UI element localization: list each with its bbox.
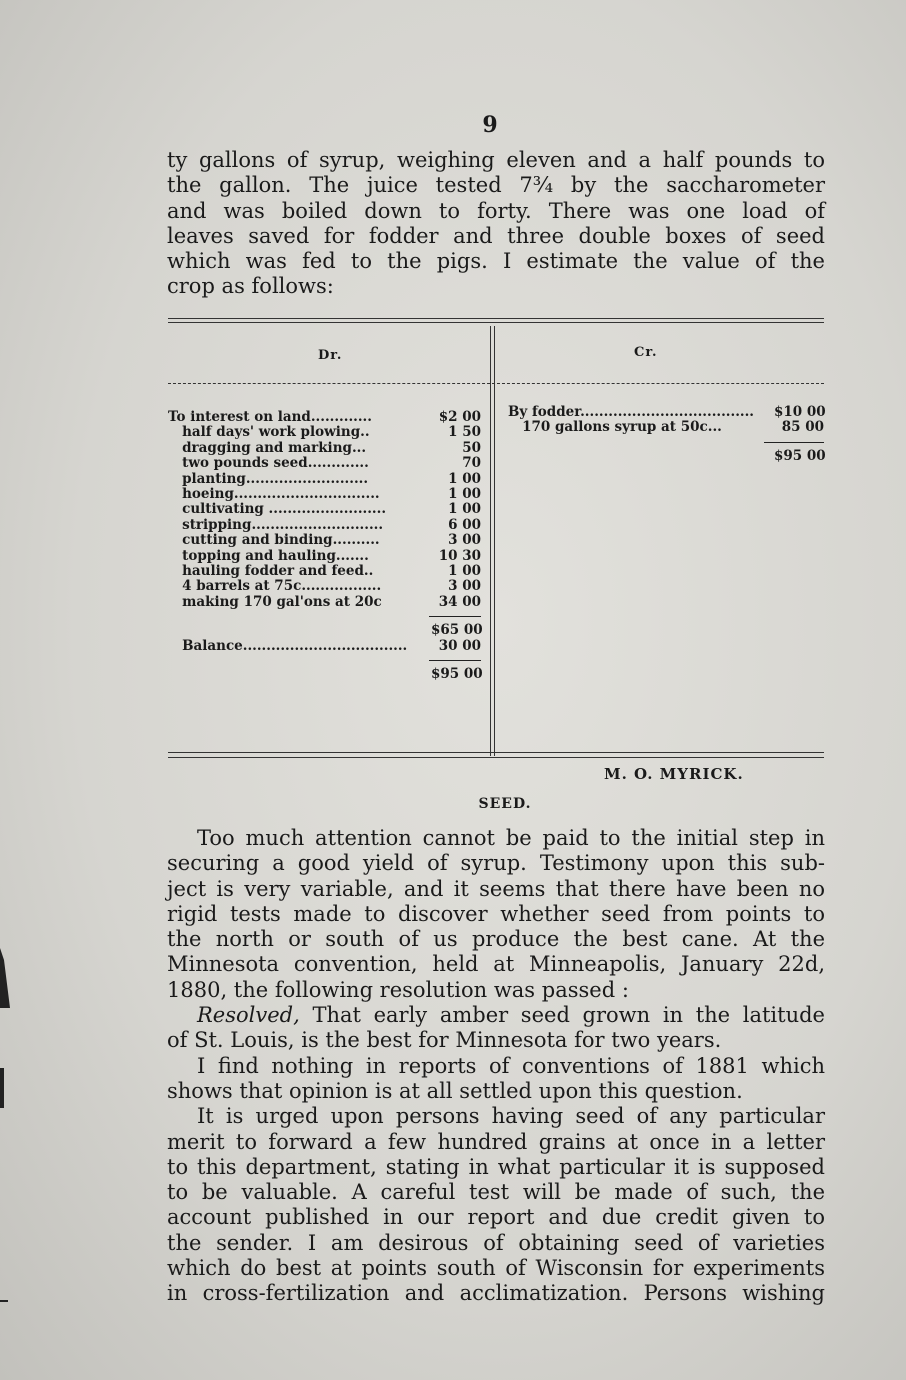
table-bottom-rule-2 — [168, 757, 824, 758]
intro-line: which was fed to the pigs. I estimate the value of the — [167, 249, 825, 274]
credit-heading: Cr. — [634, 345, 658, 360]
balance-row — [168, 639, 481, 654]
debit-row-amount: 1 00 — [448, 486, 481, 503]
debit-subtotal — [168, 623, 481, 638]
intro-line: crop as follows: — [167, 274, 334, 299]
debit-row-label: dragging and marking... — [168, 440, 367, 456]
debit-subtotal-label — [168, 623, 431, 638]
seed-line: ject is very variable, and it seems that there have been no — [167, 876, 825, 901]
table-top-rule-2 — [168, 322, 824, 323]
table-bottom-rule — [168, 752, 824, 753]
seed-line: I find nothing in reports of conventions of 1881 which — [197, 1053, 825, 1078]
credit-row-label: By fodder..................................... — [508, 405, 755, 420]
credit-row-label: 170 gallons syrup at 50c... — [508, 420, 722, 436]
seed-line: merit to forward a few hundred grains at once in a letter — [167, 1129, 825, 1154]
debit-row-label: hauling fodder and feed.. — [168, 564, 374, 580]
table-divider-2 — [494, 326, 495, 756]
debit-row-amount: 1 50 — [448, 424, 481, 441]
seed-line: which do best at points south of Wisconsin for experiments — [167, 1256, 825, 1281]
credit-row — [508, 420, 824, 435]
balance-row-amount: 30 00 — [438, 637, 481, 654]
seed-line: 1880, the following resolution was passed : — [167, 977, 629, 1002]
credit-row-amount: $10 00 — [774, 404, 826, 420]
debit-row-label: planting.......................... — [168, 471, 369, 487]
debit-row-label: making 170 gal'ons at 20c — [168, 594, 382, 610]
debit-row-amount: 70 — [462, 455, 481, 472]
scan-edge-mark-2 — [0, 1068, 4, 1108]
seed-line: securing a good yield of syrup. Testimony upon this sub- — [167, 851, 825, 876]
debit-row — [168, 579, 481, 594]
sum-rule — [764, 442, 824, 443]
seed-line: to this department, stating in what particular it is supposed — [167, 1154, 825, 1179]
intro-line: leaves saved for fodder and three double boxes of seed — [167, 223, 825, 248]
page-number: 9 — [482, 112, 498, 138]
debit-row — [168, 533, 481, 548]
credit-row — [508, 405, 824, 420]
debit-row-label: cutting and binding.......... — [168, 533, 380, 549]
seed-line: Resolved, That early amber seed grown in the latitude — [197, 1003, 825, 1028]
section-heading: SEED. — [478, 796, 532, 812]
debit-row — [168, 487, 481, 502]
seed-line: It is urged upon persons having seed of any particular — [197, 1104, 825, 1129]
credit-total-label — [508, 449, 774, 464]
debit-row-amount: 10 30 — [438, 547, 481, 564]
debit-row — [168, 472, 481, 487]
signature: M. O. MYRICK. — [604, 765, 744, 783]
sum-rule — [429, 660, 481, 661]
debit-row — [168, 441, 481, 456]
intro-paragraph — [167, 148, 825, 300]
debit-row — [168, 410, 481, 425]
italic-word: Resolved, — [197, 1003, 300, 1028]
seed-line: of St. Louis, is the best for Minnesota for two years. — [167, 1028, 722, 1053]
debit-column — [168, 410, 481, 683]
debit-row-label: cultivating ......................... — [168, 502, 387, 518]
seed-line: rigid tests made to discover whether seed from points to — [167, 901, 825, 926]
debit-row — [168, 564, 481, 579]
debit-row-amount: 50 — [462, 439, 481, 456]
debit-row — [168, 595, 481, 610]
table-top-rule — [168, 318, 824, 319]
debit-row — [168, 456, 481, 471]
debit-row-amount: $2 00 — [438, 409, 481, 425]
intro-line: ty gallons of syrup, weighing eleven and a half pounds to — [167, 148, 825, 172]
debit-heading: Dr. — [318, 348, 343, 363]
debit-row — [168, 549, 481, 564]
credit-total — [508, 449, 824, 464]
debit-row-label: stripping............................ — [168, 517, 384, 533]
seed-line: to be valuable. A careful test will be made of such, the — [167, 1180, 825, 1205]
intro-line: the gallon. The juice tested 7¾ by the saccharometer — [167, 173, 825, 198]
seed-line: in cross-fertilization and acclimatization. Persons wishing — [167, 1281, 825, 1306]
table-divider — [490, 326, 491, 756]
debit-total-amount: $95 00 — [431, 666, 483, 683]
table-head-rule — [168, 383, 824, 384]
debit-row-amount: 1 00 — [448, 501, 481, 518]
debit-row — [168, 425, 481, 440]
debit-row-label: two pounds seed............. — [168, 456, 369, 472]
debit-row-amount: 34 00 — [438, 593, 481, 610]
seed-paragraphs — [167, 826, 825, 1307]
debit-row-amount: 3 00 — [448, 578, 481, 595]
debit-row-amount: 3 00 — [448, 532, 481, 549]
seed-line: shows that opinion is at all settled upon this question. — [167, 1078, 743, 1103]
debit-row-label: 4 barrels at 75c................. — [168, 579, 382, 595]
debit-row-label: half days' work plowing.. — [168, 425, 370, 441]
seed-line: Minnesota convention, held at Minneapolis, January 22d, — [167, 952, 825, 977]
credit-column — [508, 405, 824, 464]
seed-line: Too much attention cannot be paid to the initial step in — [197, 826, 825, 850]
debit-row-label: To interest on land............. — [168, 410, 372, 425]
debit-row-amount: 6 00 — [448, 516, 481, 533]
scan-edge-mark — [0, 948, 10, 1008]
intro-line: and was boiled down to forty. There was one load of — [167, 198, 825, 223]
scan-edge-mark-3 — [0, 1300, 8, 1302]
seed-line: the north or south of us produce the best cane. At the — [167, 927, 825, 952]
debit-row — [168, 518, 481, 533]
debit-total — [168, 667, 481, 682]
debit-total-label — [168, 667, 431, 682]
debit-row-label: topping and hauling....... — [168, 548, 369, 564]
balance-row-label: Balance................................... — [168, 638, 408, 654]
debit-row — [168, 502, 481, 517]
sum-rule — [429, 616, 481, 617]
seed-line: account published in our report and due credit given to — [167, 1205, 825, 1230]
debit-row-amount: 1 00 — [448, 563, 481, 580]
debit-subtotal-amount: $65 00 — [431, 622, 483, 639]
debit-row-amount: 1 00 — [448, 470, 481, 487]
credit-total-amount: $95 00 — [774, 447, 826, 464]
credit-row-amount: 85 00 — [781, 419, 824, 436]
seed-line: the sender. I am desirous of obtaining seed of varieties — [167, 1230, 825, 1255]
debit-row-label: hoeing............................... — [168, 487, 380, 503]
